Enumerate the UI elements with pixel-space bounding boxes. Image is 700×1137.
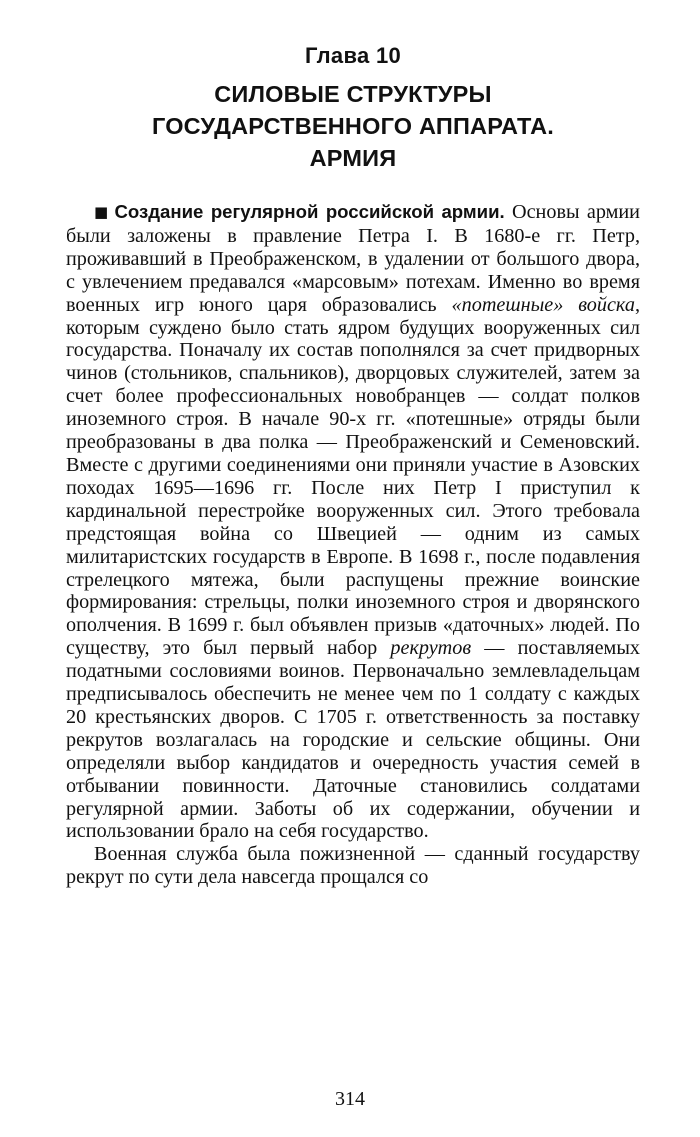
- chapter-label: Глава 10: [304, 43, 402, 68]
- bullet-square-icon: ■: [94, 203, 111, 221]
- section-heading: Создание регулярной российской армии.: [114, 201, 505, 222]
- paragraph-text: — поставляемых податными сословиями воинов. Первоначально землевладельцам предписывалось обеспечить не менее чем по 1 солдату с каждых 20 крестьянских дворов. С 1705 г. ответственность за поставку рекрутов возлагалась на городские и сельские общины. Они определяли выбор кандидатов и очередность участия семей в отбывании повинности. Даточные становились солдатами регулярной армии. Заботы об их содержании, обучении и использовании брало на себя государство.: [66, 637, 640, 843]
- chapter-title: [66, 78, 640, 174]
- term-poteshnye-voiska: «потешные» войска: [451, 293, 635, 316]
- paragraph-text: , которым суждено было стать ядром будущих вооруженных сил государства. Поначалу их состав пополнялся за счет придворных чинов (стольников, спальников), дворцовых служителей, затем за счет более профессиональных новобранцев — солдат полков иноземного строя. В начале 90-х гг. «потешные» отряды были преобразованы в два полка — Преображенский и Семеновский. Вместе с другими соединениями они приняли участие в Азовских походах 1695—1696 гг. После них Петр I приступил к кардинальной перестройке вооруженных сил. Этого требовала предстоящая война со Швецией — одним из самых милитаристских государств в Европе. В 1698 г., после подавления стрелецкого мятежа, были распущены прежние воинские формирования: стрельцы, полки иноземного строя и дворянского ополчения. В 1699 г. был объявлен призыв «даточных» людей. По существу, это был первый набор: [66, 293, 640, 660]
- paragraph-2: Военная служба была пожизненной — сданный государству рекрут по сути дела навсегда прощался со: [66, 843, 640, 889]
- chapter-title-line: АРМИЯ: [309, 145, 397, 171]
- chapter-title-line: СИЛОВЫЕ СТРУКТУРЫ: [214, 81, 492, 107]
- chapter-title-line: ГОСУДАРСТВЕННОГО АППАРАТА.: [151, 113, 554, 139]
- term-rekruty: рекрутов: [390, 637, 472, 660]
- paragraph-text: Основы армии были заложены в правление Петра I. В 1680-е гг. Петр, проживавший в Преображенском, в удалении от большого двора, с увлечением предавался «марсовым» потехам. Именно во время военных игр юного царя образовались: [66, 201, 640, 316]
- page-number: 314: [335, 1088, 365, 1110]
- paragraph-1: [66, 201, 640, 843]
- body-text: [66, 201, 640, 889]
